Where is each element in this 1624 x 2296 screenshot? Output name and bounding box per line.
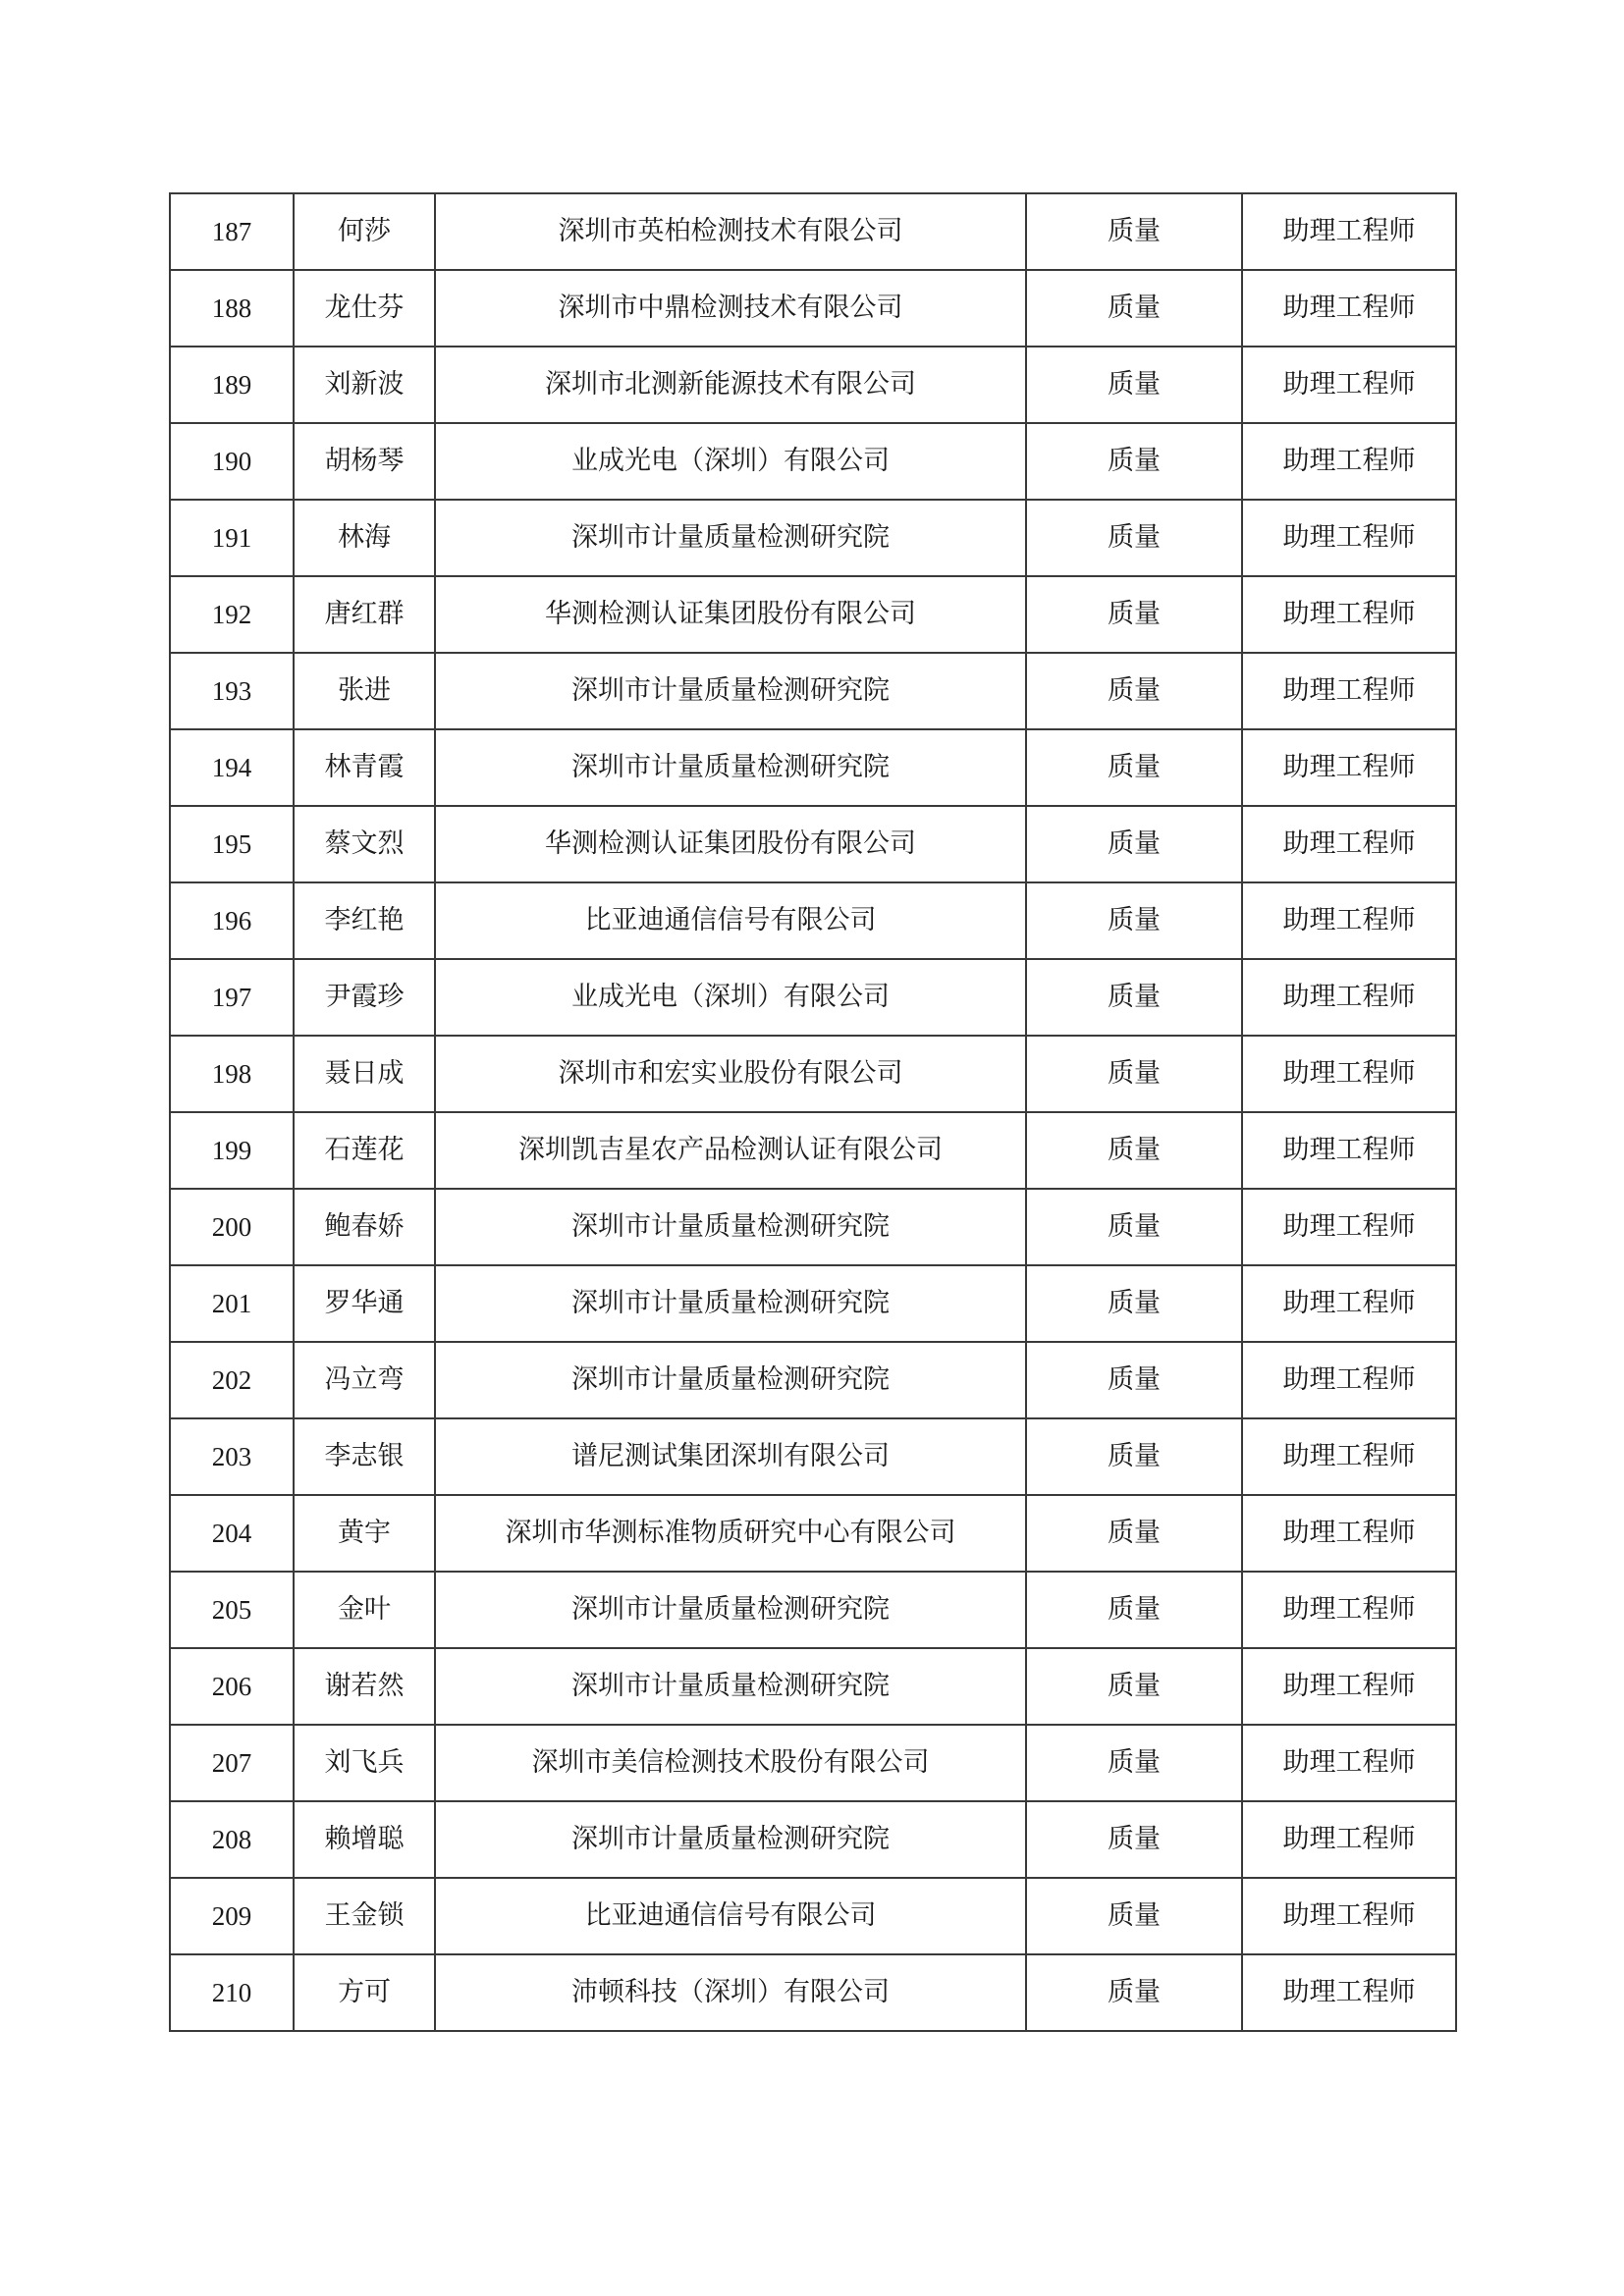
row-number: 204 — [170, 1495, 294, 1572]
organization-name: 比亚迪通信信号有限公司 — [435, 1878, 1026, 1954]
qualification-title: 助理工程师 — [1242, 270, 1456, 347]
person-name: 方可 — [294, 1954, 435, 2031]
qualification-title: 助理工程师 — [1242, 193, 1456, 270]
row-number: 210 — [170, 1954, 294, 2031]
specialty-field: 质量 — [1026, 347, 1242, 423]
organization-name: 沛顿科技（深圳）有限公司 — [435, 1954, 1026, 2031]
qualification-title: 助理工程师 — [1242, 1572, 1456, 1648]
row-number: 202 — [170, 1342, 294, 1418]
specialty-field: 质量 — [1026, 500, 1242, 576]
qualification-title: 助理工程师 — [1242, 959, 1456, 1036]
specialty-field: 质量 — [1026, 1801, 1242, 1878]
person-name: 王金锁 — [294, 1878, 435, 1954]
organization-name: 华测检测认证集团股份有限公司 — [435, 576, 1026, 653]
organization-name: 深圳市计量质量检测研究院 — [435, 1189, 1026, 1265]
person-name: 李志银 — [294, 1418, 435, 1495]
person-name: 林青霞 — [294, 729, 435, 806]
person-name: 刘飞兵 — [294, 1725, 435, 1801]
specialty-field: 质量 — [1026, 729, 1242, 806]
person-name: 罗华通 — [294, 1265, 435, 1342]
person-name: 龙仕芬 — [294, 270, 435, 347]
row-number: 200 — [170, 1189, 294, 1265]
specialty-field: 质量 — [1026, 1954, 1242, 2031]
table-row — [170, 653, 1456, 729]
table-row — [170, 347, 1456, 423]
specialty-field: 质量 — [1026, 806, 1242, 882]
row-number: 192 — [170, 576, 294, 653]
specialty-field: 质量 — [1026, 270, 1242, 347]
table-row — [170, 806, 1456, 882]
qualification-title: 助理工程师 — [1242, 1954, 1456, 2031]
organization-name: 深圳市计量质量检测研究院 — [435, 653, 1026, 729]
specialty-field: 质量 — [1026, 1648, 1242, 1725]
organization-name: 深圳市计量质量检测研究院 — [435, 1648, 1026, 1725]
table-row — [170, 959, 1456, 1036]
specialty-field: 质量 — [1026, 1878, 1242, 1954]
person-name: 何莎 — [294, 193, 435, 270]
row-number: 201 — [170, 1265, 294, 1342]
organization-name: 深圳市计量质量检测研究院 — [435, 1572, 1026, 1648]
qualification-title: 助理工程师 — [1242, 347, 1456, 423]
organization-name: 深圳市计量质量检测研究院 — [435, 1342, 1026, 1418]
person-name: 聂日成 — [294, 1036, 435, 1112]
row-number: 199 — [170, 1112, 294, 1189]
table-row — [170, 1189, 1456, 1265]
table-row — [170, 882, 1456, 959]
qualification-title: 助理工程师 — [1242, 1189, 1456, 1265]
specialty-field: 质量 — [1026, 1495, 1242, 1572]
specialty-field: 质量 — [1026, 193, 1242, 270]
specialty-field: 质量 — [1026, 423, 1242, 500]
person-name: 李红艳 — [294, 882, 435, 959]
table-row — [170, 1954, 1456, 2031]
specialty-field: 质量 — [1026, 1342, 1242, 1418]
row-number: 190 — [170, 423, 294, 500]
specialty-field: 质量 — [1026, 1036, 1242, 1112]
row-number: 203 — [170, 1418, 294, 1495]
row-number: 191 — [170, 500, 294, 576]
table-row — [170, 1418, 1456, 1495]
organization-name: 业成光电（深圳）有限公司 — [435, 959, 1026, 1036]
qualification-title: 助理工程师 — [1242, 1036, 1456, 1112]
person-name: 石莲花 — [294, 1112, 435, 1189]
specialty-field: 质量 — [1026, 959, 1242, 1036]
organization-name: 深圳市计量质量检测研究院 — [435, 1801, 1026, 1878]
organization-name: 深圳市和宏实业股份有限公司 — [435, 1036, 1026, 1112]
table-row — [170, 1112, 1456, 1189]
qualification-title: 助理工程师 — [1242, 423, 1456, 500]
person-name: 林海 — [294, 500, 435, 576]
table-row — [170, 1801, 1456, 1878]
person-name: 谢若然 — [294, 1648, 435, 1725]
organization-name: 深圳市中鼎检测技术有限公司 — [435, 270, 1026, 347]
person-name: 蔡文烈 — [294, 806, 435, 882]
table-row — [170, 729, 1456, 806]
person-name: 冯立弯 — [294, 1342, 435, 1418]
specialty-field: 质量 — [1026, 1418, 1242, 1495]
row-number: 198 — [170, 1036, 294, 1112]
roster-table-body — [170, 193, 1456, 2031]
qualification-title: 助理工程师 — [1242, 729, 1456, 806]
person-name: 金叶 — [294, 1572, 435, 1648]
qualification-title: 助理工程师 — [1242, 1801, 1456, 1878]
table-row — [170, 423, 1456, 500]
table-row — [170, 270, 1456, 347]
row-number: 209 — [170, 1878, 294, 1954]
organization-name: 比亚迪通信信号有限公司 — [435, 882, 1026, 959]
table-row — [170, 1572, 1456, 1648]
person-name: 赖增聪 — [294, 1801, 435, 1878]
specialty-field: 质量 — [1026, 653, 1242, 729]
row-number: 205 — [170, 1572, 294, 1648]
person-name: 鲍春娇 — [294, 1189, 435, 1265]
qualification-title: 助理工程师 — [1242, 882, 1456, 959]
roster-table — [169, 192, 1457, 2032]
table-row — [170, 1265, 1456, 1342]
organization-name: 深圳市英柏检测技术有限公司 — [435, 193, 1026, 270]
document-page — [169, 192, 1455, 2032]
table-row — [170, 576, 1456, 653]
row-number: 187 — [170, 193, 294, 270]
organization-name: 深圳市计量质量检测研究院 — [435, 1265, 1026, 1342]
organization-name: 深圳市美信检测技术股份有限公司 — [435, 1725, 1026, 1801]
qualification-title: 助理工程师 — [1242, 653, 1456, 729]
row-number: 196 — [170, 882, 294, 959]
organization-name: 华测检测认证集团股份有限公司 — [435, 806, 1026, 882]
person-name: 尹霞珍 — [294, 959, 435, 1036]
organization-name: 深圳凯吉星农产品检测认证有限公司 — [435, 1112, 1026, 1189]
person-name: 张进 — [294, 653, 435, 729]
qualification-title: 助理工程师 — [1242, 1418, 1456, 1495]
table-row — [170, 500, 1456, 576]
row-number: 189 — [170, 347, 294, 423]
specialty-field: 质量 — [1026, 1112, 1242, 1189]
row-number: 194 — [170, 729, 294, 806]
specialty-field: 质量 — [1026, 1189, 1242, 1265]
organization-name: 深圳市华测标准物质研究中心有限公司 — [435, 1495, 1026, 1572]
table-row — [170, 1725, 1456, 1801]
person-name: 黄宇 — [294, 1495, 435, 1572]
qualification-title: 助理工程师 — [1242, 1495, 1456, 1572]
qualification-title: 助理工程师 — [1242, 1112, 1456, 1189]
table-row — [170, 193, 1456, 270]
specialty-field: 质量 — [1026, 1572, 1242, 1648]
specialty-field: 质量 — [1026, 1265, 1242, 1342]
table-row — [170, 1648, 1456, 1725]
qualification-title: 助理工程师 — [1242, 1878, 1456, 1954]
qualification-title: 助理工程师 — [1242, 1342, 1456, 1418]
row-number: 188 — [170, 270, 294, 347]
table-row — [170, 1495, 1456, 1572]
table-row — [170, 1342, 1456, 1418]
qualification-title: 助理工程师 — [1242, 1648, 1456, 1725]
row-number: 207 — [170, 1725, 294, 1801]
qualification-title: 助理工程师 — [1242, 1265, 1456, 1342]
row-number: 206 — [170, 1648, 294, 1725]
person-name: 唐红群 — [294, 576, 435, 653]
organization-name: 谱尼测试集团深圳有限公司 — [435, 1418, 1026, 1495]
person-name: 刘新波 — [294, 347, 435, 423]
qualification-title: 助理工程师 — [1242, 806, 1456, 882]
organization-name: 深圳市计量质量检测研究院 — [435, 500, 1026, 576]
specialty-field: 质量 — [1026, 882, 1242, 959]
qualification-title: 助理工程师 — [1242, 500, 1456, 576]
table-row — [170, 1878, 1456, 1954]
qualification-title: 助理工程师 — [1242, 576, 1456, 653]
organization-name: 深圳市北测新能源技术有限公司 — [435, 347, 1026, 423]
specialty-field: 质量 — [1026, 1725, 1242, 1801]
organization-name: 业成光电（深圳）有限公司 — [435, 423, 1026, 500]
row-number: 197 — [170, 959, 294, 1036]
row-number: 193 — [170, 653, 294, 729]
person-name: 胡杨琴 — [294, 423, 435, 500]
row-number: 195 — [170, 806, 294, 882]
organization-name: 深圳市计量质量检测研究院 — [435, 729, 1026, 806]
qualification-title: 助理工程师 — [1242, 1725, 1456, 1801]
specialty-field: 质量 — [1026, 576, 1242, 653]
row-number: 208 — [170, 1801, 294, 1878]
table-row — [170, 1036, 1456, 1112]
